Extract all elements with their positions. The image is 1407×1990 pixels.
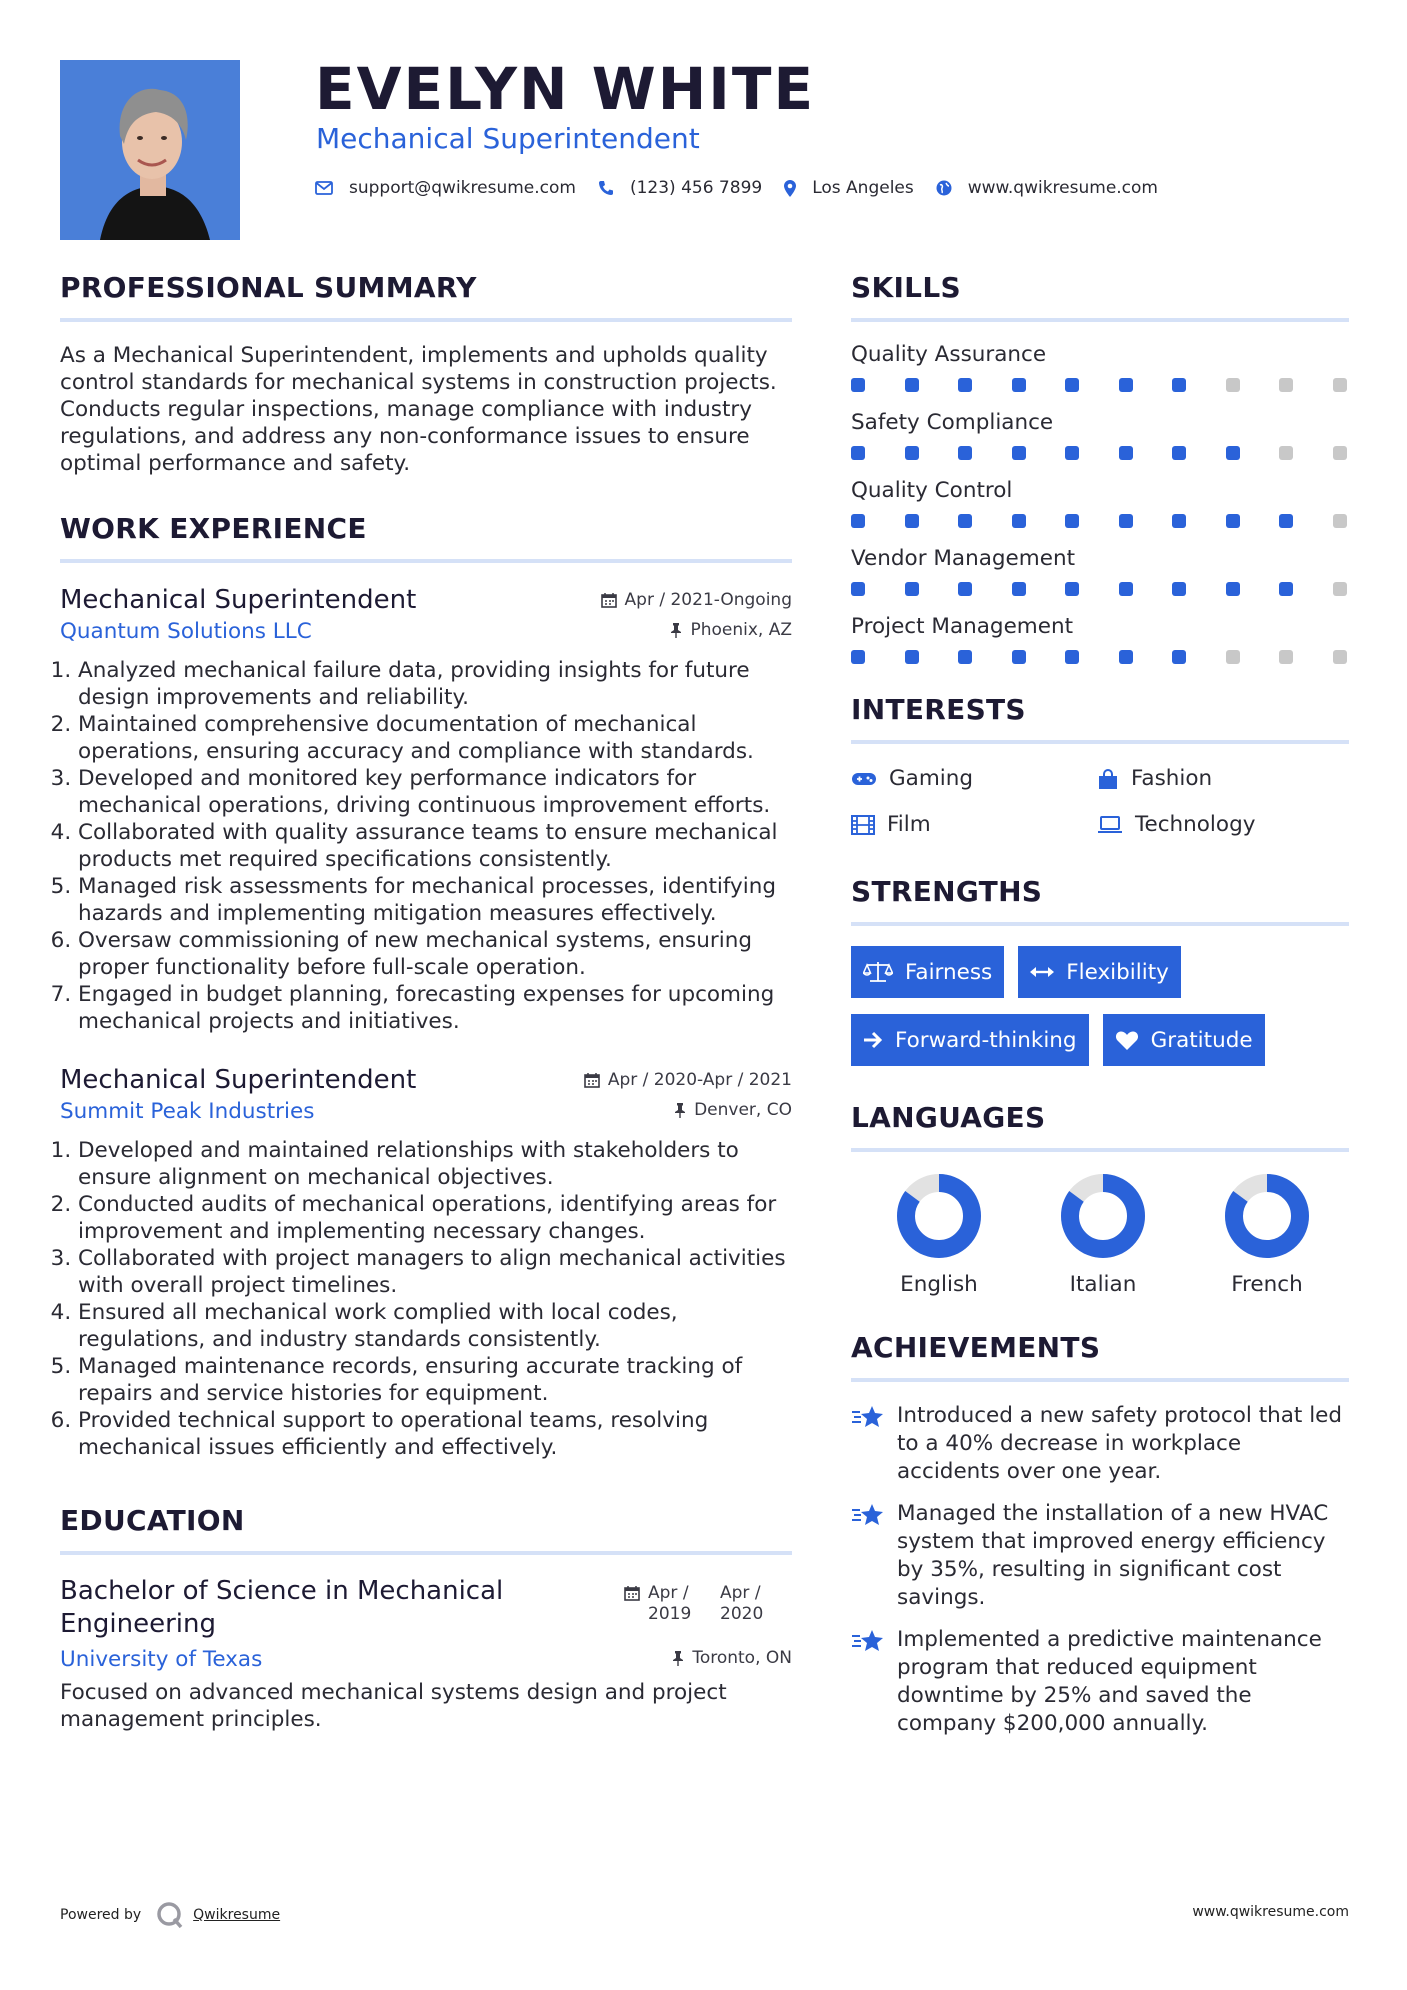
skill-dot-filled <box>1012 514 1026 528</box>
skill-dot-filled <box>1119 650 1133 664</box>
calendar-icon <box>584 1072 600 1088</box>
skill-rating <box>851 378 1347 392</box>
star-streak-icon <box>851 1404 885 1430</box>
summary-text: As a Mechanical Superintendent, implements and upholds quality control standards for mechanical systems in construction projects. Conducts regular inspections, manage compliance with industry regulations, and address any non-conformance issues to ensure optimal performance and safety. <box>60 343 777 476</box>
contact-website[interactable] <box>936 178 1158 198</box>
strength-label: Flexibility <box>1066 959 1169 985</box>
strength-label: Gratitude <box>1150 1027 1253 1053</box>
strength-chip <box>1103 1014 1265 1066</box>
interest-label: Gaming <box>889 766 974 791</box>
job-bullet: 6. Oversaw commissioning of new mechanical systems, ensuring proper functionality before full-scale operation. <box>78 927 792 981</box>
skill-dot-filled <box>851 582 865 596</box>
phone-icon <box>598 180 614 196</box>
skill-dot-empty <box>1333 446 1347 460</box>
website-text: www.qwikresume.com <box>967 178 1158 198</box>
skill-name: Vendor Management <box>851 546 1075 571</box>
footer-url[interactable]: www.qwikresume.com <box>1192 1904 1349 1920</box>
skill-dot-filled <box>1172 650 1186 664</box>
job-bullet: 3. Developed and monitored key performance indicators for mechanical operations, driving continuous improvement efforts. <box>78 765 792 819</box>
language-item <box>1021 1172 1185 1300</box>
job-bullet: 1. Developed and maintained relationships with stakeholders to ensure alignment on mechanical objectives. <box>78 1137 792 1191</box>
skill-dot-filled <box>1012 650 1026 664</box>
experience-section <box>60 511 792 1461</box>
languages-heading: LANGUAGES <box>851 1100 1349 1152</box>
skill-dot-empty <box>1333 582 1347 596</box>
company-name: Summit Peak Industries <box>60 1099 315 1124</box>
skill-name: Project Management <box>851 614 1074 639</box>
skill-dot-filled <box>1065 582 1079 596</box>
strength-chip <box>851 946 1004 998</box>
languages-section <box>851 1100 1349 1300</box>
job-entry <box>60 1063 792 1461</box>
skill-dot-filled <box>1119 446 1133 460</box>
education-section <box>60 1503 792 1733</box>
skills-heading: SKILLS <box>851 270 1349 322</box>
experience-heading: WORK EXPERIENCE <box>60 511 792 563</box>
skill-dot-filled <box>958 378 972 392</box>
job-bullet: 7. Engaged in budget planning, forecasting expenses for upcoming mechanical projects and initiatives. <box>78 981 792 1035</box>
contact-row <box>315 178 1180 198</box>
shopping-bag-icon <box>1097 768 1119 790</box>
job-title: Mechanical Superintendent <box>60 1065 417 1095</box>
skill-item <box>851 410 1349 460</box>
job-bullet: 4. Collaborated with quality assurance teams to ensure mechanical products met required specifications consistently. <box>78 819 792 873</box>
heart-icon <box>1115 1030 1139 1051</box>
summary-heading: PROFESSIONAL SUMMARY <box>60 270 792 322</box>
email-text: support@qwikresume.com <box>349 178 576 198</box>
balance-scale-icon <box>863 961 893 983</box>
language-item <box>1185 1172 1349 1300</box>
skill-dot-filled <box>1119 514 1133 528</box>
skill-dot-filled <box>851 446 865 460</box>
skill-rating <box>851 582 1347 596</box>
contact-location <box>784 178 914 198</box>
education-location <box>672 1648 792 1668</box>
contact-phone[interactable] <box>598 178 762 198</box>
skill-rating <box>851 446 1347 460</box>
skill-item <box>851 478 1349 528</box>
skill-dot-filled <box>851 378 865 392</box>
interest-item <box>851 764 1097 794</box>
skill-dot-filled <box>1012 582 1026 596</box>
skill-dot-filled <box>1065 446 1079 460</box>
skill-dot-empty <box>1226 650 1240 664</box>
skill-dot-filled <box>1226 446 1240 460</box>
skill-dot-filled <box>905 514 919 528</box>
portrait-image <box>60 60 240 240</box>
job-entry <box>60 583 792 1035</box>
job-date <box>601 590 792 610</box>
phone-text: (123) 456 7899 <box>629 178 763 198</box>
job-bullet: 5. Managed risk assessments for mechanical processes, identifying hazards and implementing mitigation measures effectively. <box>78 873 792 927</box>
skill-dot-filled <box>958 446 972 460</box>
job-bullet: 6. Provided technical support to operational teams, resolving mechanical issues efficiently and effectively. <box>78 1407 792 1461</box>
achievement-item <box>851 1500 1349 1612</box>
language-gauge <box>1059 1172 1147 1260</box>
skill-dot-filled <box>905 446 919 460</box>
skill-rating <box>851 514 1347 528</box>
interest-label: Fashion <box>1131 766 1213 791</box>
skill-item <box>851 342 1349 392</box>
language-gauge <box>895 1172 983 1260</box>
skill-dot-empty <box>1279 650 1293 664</box>
skill-dot-empty <box>1279 378 1293 392</box>
interests-section <box>851 692 1349 840</box>
contact-email[interactable] <box>315 178 576 198</box>
interest-item <box>1097 764 1343 794</box>
location-text: Los Angeles <box>812 178 914 198</box>
strengths-heading: STRENGTHS <box>851 874 1349 926</box>
pushpin-icon <box>674 1102 686 1118</box>
skill-name: Safety Compliance <box>851 410 1054 435</box>
education-start-year: 2019 <box>648 1604 692 1624</box>
language-item <box>857 1172 1021 1300</box>
skill-dot-empty <box>1333 514 1347 528</box>
left-column <box>60 270 792 1733</box>
skill-dot-filled <box>1172 446 1186 460</box>
job-date-text: Apr / 2020-Apr / 2021 <box>607 1070 792 1090</box>
achievement-text: Implemented a predictive maintenance program that reduced equipment downtime by 25% and saved the company $200,000 annually. <box>897 1627 1322 1736</box>
degree-title: Bachelor of Science in Mechanical Engineering <box>60 1576 504 1639</box>
strengths-section <box>851 874 1349 1066</box>
education-description: Focused on advanced mechanical systems design and project management principles. <box>60 1680 727 1732</box>
language-name: French <box>1231 1272 1303 1297</box>
envelope-icon <box>315 181 333 195</box>
skill-dot-empty <box>1333 650 1347 664</box>
skill-dot-filled <box>1279 582 1293 596</box>
achievements-heading: ACHIEVEMENTS <box>851 1330 1349 1382</box>
skill-rating <box>851 650 1347 664</box>
job-location-text: Phoenix, AZ <box>690 620 792 640</box>
job-date <box>584 1070 792 1090</box>
calendar-icon <box>601 592 617 608</box>
candidate-name: EVELYN WHITE <box>315 55 816 123</box>
job-location <box>670 620 792 640</box>
strength-chip <box>851 1014 1089 1066</box>
school-name: University of Texas <box>60 1647 263 1672</box>
job-bullets <box>60 1137 792 1461</box>
skill-dot-filled <box>958 582 972 596</box>
skill-dot-filled <box>851 514 865 528</box>
skill-dot-filled <box>1012 378 1026 392</box>
calendar-icon <box>624 1585 640 1601</box>
skills-list <box>851 342 1349 664</box>
skill-dot-filled <box>1172 378 1186 392</box>
skill-dot-filled <box>958 514 972 528</box>
globe-icon <box>936 180 952 196</box>
skill-dot-filled <box>1119 582 1133 596</box>
skill-name: Quality Assurance <box>851 342 1047 367</box>
job-date-text: Apr / 2021-Ongoing <box>624 590 792 610</box>
skill-dot-filled <box>905 650 919 664</box>
skill-item <box>851 546 1349 596</box>
language-gauge <box>1223 1172 1311 1260</box>
pushpin-icon <box>670 622 682 638</box>
education-end-month: Apr / <box>720 1583 761 1603</box>
star-streak-icon <box>851 1628 885 1654</box>
job-location <box>674 1100 792 1120</box>
pushpin-icon <box>672 1650 684 1666</box>
languages-list <box>851 1172 1349 1300</box>
job-bullet: 2. Conducted audits of mechanical operations, identifying areas for improvement and implementing necessary changes. <box>78 1191 792 1245</box>
gamepad-icon <box>851 771 877 787</box>
skill-dot-filled <box>1226 514 1240 528</box>
interests-heading: INTERESTS <box>851 692 1349 744</box>
achievement-item <box>851 1402 1349 1486</box>
right-column <box>851 270 1349 1752</box>
footer-powered-by <box>60 1900 280 1930</box>
strength-label: Forward-thinking <box>895 1027 1077 1053</box>
job-bullet: 2. Maintained comprehensive documentation of mechanical operations, ensuring accuracy and compliance with standards. <box>78 711 792 765</box>
strength-chip <box>1018 946 1181 998</box>
skill-dot-empty <box>1226 378 1240 392</box>
map-pin-icon <box>784 180 796 197</box>
brand-link[interactable]: Qwikresume <box>193 1907 281 1923</box>
skill-dot-empty <box>1279 446 1293 460</box>
skill-name: Quality Control <box>851 478 1013 503</box>
job-location-text: Denver, CO <box>694 1100 792 1120</box>
skills-section <box>851 270 1349 664</box>
skill-dot-filled <box>1065 378 1079 392</box>
job-bullet: 5. Managed maintenance records, ensuring accurate tracking of repairs and service histories for equipment. <box>78 1353 792 1407</box>
education-end-year: 2020 <box>720 1604 764 1624</box>
interest-item <box>1097 810 1343 840</box>
arrow-right-icon <box>863 1031 883 1049</box>
skill-dot-filled <box>905 582 919 596</box>
achievements-section <box>851 1330 1349 1738</box>
skill-dot-filled <box>1119 378 1133 392</box>
summary-section <box>60 270 792 477</box>
qwikresume-logo-icon <box>155 1900 185 1930</box>
interest-label: Film <box>887 812 931 837</box>
interest-item <box>851 810 1097 840</box>
education-start <box>648 1583 720 1625</box>
skill-dot-filled <box>1065 650 1079 664</box>
education-end <box>720 1583 792 1625</box>
skill-dot-filled <box>1279 514 1293 528</box>
profile-photo <box>60 60 240 240</box>
education-dates <box>624 1583 792 1625</box>
skill-dot-filled <box>1065 514 1079 528</box>
laptop-icon <box>1097 816 1123 834</box>
arrows-horizontal-icon <box>1030 966 1054 978</box>
star-streak-icon <box>851 1502 885 1528</box>
strengths-list <box>851 946 1349 1066</box>
skill-item <box>851 614 1349 664</box>
achievement-text: Managed the installation of a new HVAC system that improved energy efficiency by 35%, resulting in significant cost savings. <box>897 1501 1329 1610</box>
achievement-item <box>851 1626 1349 1738</box>
interests-list <box>851 764 1349 840</box>
education-heading: EDUCATION <box>60 1503 792 1555</box>
job-bullet: 3. Collaborated with project managers to align mechanical activities with overall project timelines. <box>78 1245 792 1299</box>
language-name: English <box>900 1272 978 1297</box>
candidate-title: Mechanical Superintendent <box>316 122 700 155</box>
skill-dot-filled <box>1226 582 1240 596</box>
company-name: Quantum Solutions LLC <box>60 619 312 644</box>
skill-dot-filled <box>851 650 865 664</box>
skill-dot-filled <box>1012 446 1026 460</box>
powered-by-text: Powered by <box>60 1907 142 1923</box>
strength-label: Fairness <box>905 959 993 985</box>
skill-dot-filled <box>1172 514 1186 528</box>
skill-dot-filled <box>958 650 972 664</box>
skill-dot-filled <box>905 378 919 392</box>
job-bullets <box>60 657 792 1035</box>
job-title: Mechanical Superintendent <box>60 585 417 615</box>
film-icon <box>851 815 875 835</box>
job-bullet: 1. Analyzed mechanical failure data, providing insights for future design improvements and reliability. <box>78 657 792 711</box>
job-bullet: 4. Ensured all mechanical work complied with local codes, regulations, and industry standards consistently. <box>78 1299 792 1353</box>
language-name: Italian <box>1069 1272 1137 1297</box>
achievement-text: Introduced a new safety protocol that led to a 40% decrease in workplace accidents over one year. <box>897 1403 1343 1484</box>
education-start-month: Apr / <box>648 1583 689 1603</box>
education-location-text: Toronto, ON <box>692 1648 792 1668</box>
skill-dot-empty <box>1333 378 1347 392</box>
interest-label: Technology <box>1135 812 1256 837</box>
skill-dot-filled <box>1172 582 1186 596</box>
